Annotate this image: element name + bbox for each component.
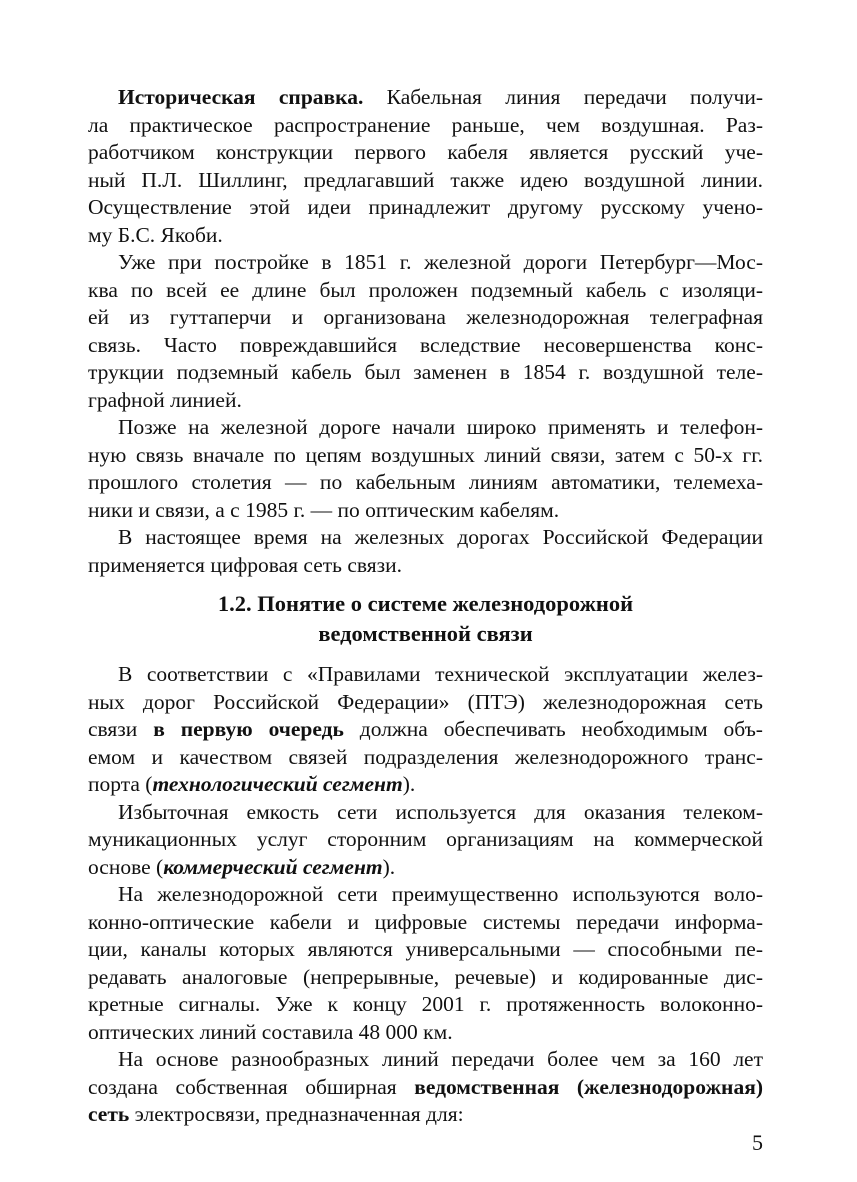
- text-line: [88, 194, 763, 222]
- emphasis-bold-italic: технологический сегмент: [152, 772, 403, 796]
- text-run: конно-оптические кабели и цифровые системы передачи информа-: [88, 909, 763, 934]
- text-line: [88, 964, 763, 992]
- text-line: [88, 936, 763, 964]
- text-line: [88, 84, 763, 112]
- heading-line: ведомственной связи: [318, 621, 533, 646]
- text-line: [88, 332, 763, 360]
- paragraph: [88, 661, 763, 799]
- text-run: В настоящее время на железных дорогах Российской Федерации: [118, 525, 763, 549]
- text-line: [88, 661, 763, 689]
- text-run: создана собственная обширная: [88, 1074, 415, 1099]
- text-run: ции, каналы которых являются универсальными — способными пе-: [88, 937, 763, 961]
- text-run: Уже при постройке в 1851 г. железной дороги Петербург—Мос-: [118, 250, 763, 274]
- text-line: [88, 826, 763, 854]
- text-line: [88, 744, 763, 772]
- paragraph: [88, 524, 763, 579]
- text-run: Осуществление этой идеи принадлежит другому русскому учено-: [88, 195, 763, 219]
- emphasis-bold: сеть: [88, 1102, 130, 1126]
- text-line: [88, 304, 763, 332]
- text-line: [88, 222, 763, 250]
- text-run: должна обеспечивать необходимым объ-: [343, 717, 763, 741]
- text-line: [88, 854, 763, 882]
- text-line: [88, 1046, 763, 1074]
- text-run: ную связь вначале по цепям воздушных линий связи, затем с 50-х гг.: [88, 442, 763, 467]
- text-run: ники и связи, а с 1985 г. — по оптическим кабелям.: [88, 497, 560, 522]
- page-number: 5: [752, 1130, 763, 1155]
- text-line: [88, 469, 763, 497]
- text-line: [88, 716, 763, 744]
- text-run: му Б.С. Якоби.: [88, 222, 223, 247]
- text-line: [88, 139, 763, 167]
- text-run: На основе разнообразных линий передачи более чем за 160 лет: [118, 1047, 763, 1071]
- emphasis-bold: Историческая справка.: [118, 85, 364, 109]
- text-run: ла практическое распространение раньше, чем воздушная. Раз-: [88, 112, 763, 137]
- text-line: [88, 771, 763, 799]
- text-line: [88, 1019, 763, 1047]
- text-run: ный П.Л. Шиллинг, предлагавший также идею воздушной линии.: [88, 167, 763, 192]
- paragraph: [88, 414, 763, 524]
- text-line: [88, 799, 763, 827]
- text-line: [88, 497, 763, 525]
- text-run: ).: [382, 854, 396, 879]
- paragraph: [88, 249, 763, 414]
- text-line: [88, 277, 763, 305]
- text-line: [88, 909, 763, 937]
- paragraph: [88, 881, 763, 1046]
- text-line: [88, 1074, 763, 1102]
- paragraph: [88, 84, 763, 249]
- text-run: кретные сигналы. Уже к концу 2001 г. протяженность волоконно-: [88, 992, 763, 1016]
- text-run: редавать аналоговые (непрерывные, речевые) и кодированные дис-: [88, 964, 763, 989]
- text-run: ей из гуттаперчи и организована железнодорожная телеграфная: [88, 305, 763, 329]
- text-run: оптических линий составила 48 000 км.: [88, 1019, 453, 1044]
- text-line: [88, 991, 763, 1019]
- page-body: [88, 84, 763, 1129]
- text-line: [88, 414, 763, 442]
- text-run: ных дорог Российской Федерации» (ПТЭ) железнодорожная сеть: [88, 689, 763, 714]
- text-run: емом и качеством связей подразделения железнодорожного транс-: [88, 744, 763, 769]
- text-line: [88, 112, 763, 140]
- text-line: [88, 442, 763, 470]
- text-run: графной линией.: [88, 387, 242, 412]
- section-heading: [88, 589, 763, 649]
- heading-line: 1.2. Понятие о системе железнодорожной: [217, 591, 634, 616]
- text-line: [88, 881, 763, 909]
- text-line: [88, 387, 763, 415]
- text-line: [88, 689, 763, 717]
- text-run: порта (: [88, 772, 153, 796]
- emphasis-bold: в первую очередь: [153, 717, 344, 741]
- text-run: муникационных услуг сторонним организациям на коммерческой: [88, 827, 763, 851]
- text-run: работчиком конструкции первого кабеля является русский уче-: [88, 140, 763, 164]
- text-run: связи: [88, 717, 154, 741]
- text-run: прошлого столетия — по кабельным линиям автоматики, телемеха-: [88, 470, 763, 494]
- text-run: Кабельная линия передачи получи-: [363, 85, 763, 109]
- text-run: В соответствии с «Правилами технической эксплуатации желез-: [118, 662, 763, 686]
- text-run: связь. Часто повреждавшийся вследствие несовершенства конс-: [88, 332, 763, 357]
- paragraph: [88, 799, 763, 882]
- text-run: Позже на железной дороге начали широко применять и телефон-: [118, 415, 763, 439]
- text-run: применяется цифровая сеть связи.: [88, 552, 403, 577]
- text-line: [88, 1101, 763, 1129]
- emphasis-bold: ведомственная (железнодорожная): [414, 1074, 763, 1099]
- emphasis-bold-italic: коммерческий сегмент: [163, 854, 383, 879]
- paragraph: [88, 1046, 763, 1129]
- text-line: [88, 167, 763, 195]
- text-run: трукции подземный кабель был заменен в 1854 г. воздушной теле-: [88, 360, 763, 384]
- text-line: [88, 524, 763, 552]
- text-run: ква по всей ее длине был проложен подземный кабель с изоляци-: [88, 277, 763, 302]
- text-run: Избыточная емкость сети используется для оказания телеком-: [118, 799, 763, 824]
- text-run: ).: [402, 772, 416, 796]
- text-run: основе (: [88, 854, 164, 879]
- text-run: На железнодорожной сети преимущественно используются воло-: [118, 882, 763, 906]
- text-line: [88, 552, 763, 580]
- text-run: электросвязи, предназначенная для:: [129, 1102, 464, 1126]
- text-line: [88, 249, 763, 277]
- text-line: [88, 359, 763, 387]
